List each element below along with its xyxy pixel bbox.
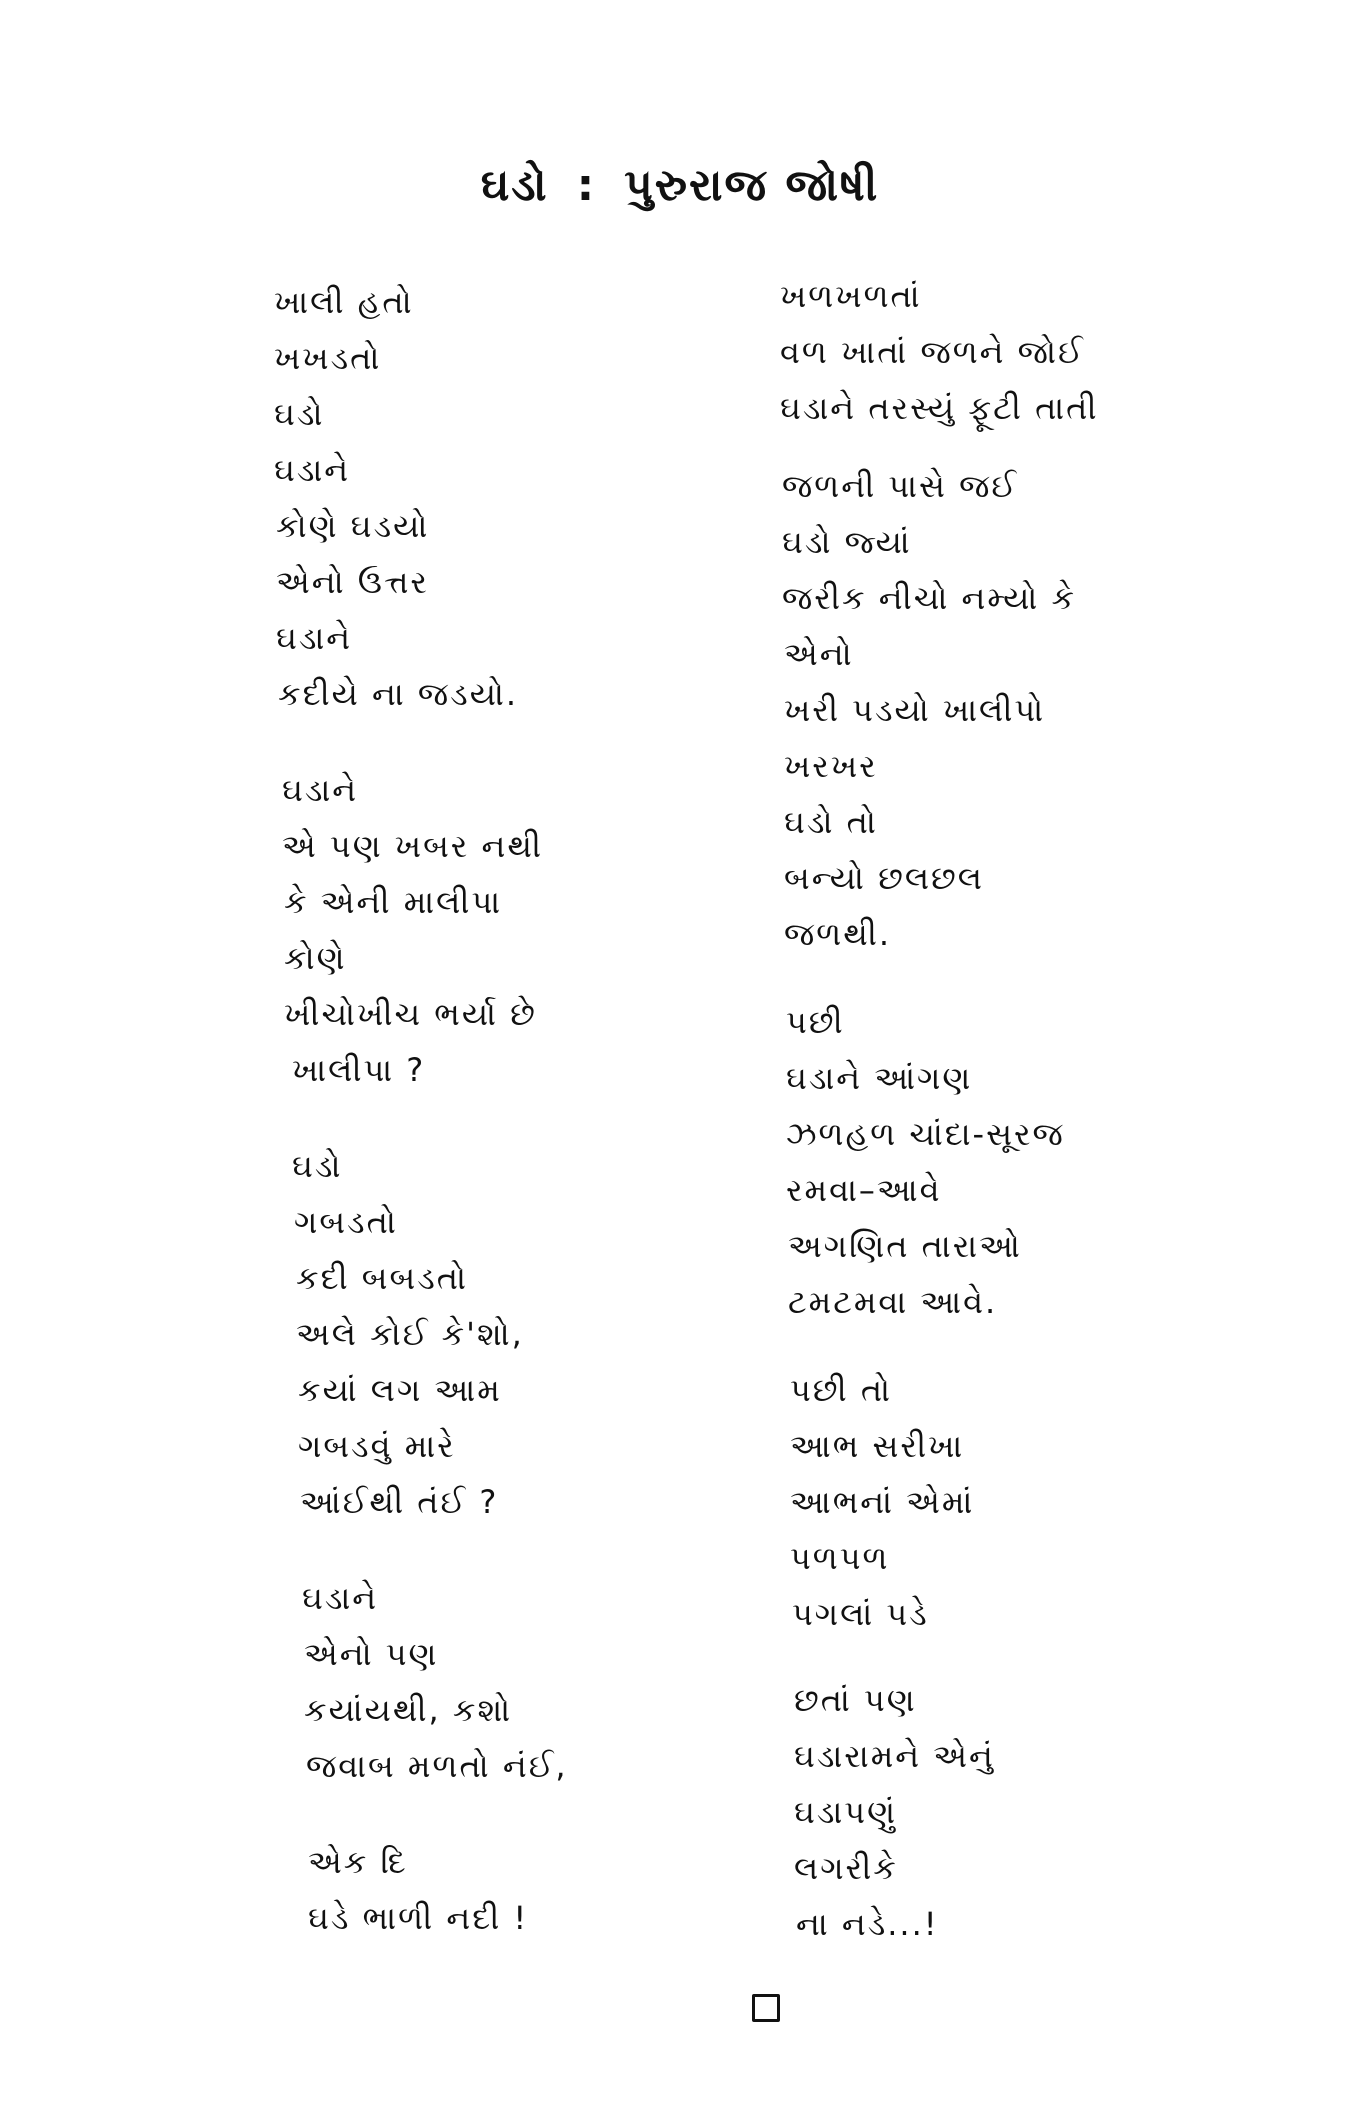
poem-line: ઘડાને	[302, 1579, 379, 1617]
poem-line: એનો ઉત્તર	[276, 563, 429, 601]
poem-line: આભનાં એમાં	[790, 1483, 975, 1521]
poem-line: ઘડાને	[282, 771, 359, 809]
poem-line: કદી બબડતો	[296, 1259, 468, 1297]
poem-line: વળ ખાતાં જળને જોઈ	[780, 333, 1085, 371]
square-end-mark-icon	[752, 1994, 780, 2022]
poem-line: ના નડે...!	[796, 1905, 939, 1943]
poem-line: ઘડો	[274, 395, 325, 433]
poem-line: કદીયે ના જડયો.	[278, 675, 519, 713]
poem-line: ઝળહળ ચાંદા-સૂરજ	[786, 1115, 1065, 1153]
poem-author: પુરુરાજ જોષી	[624, 160, 880, 211]
poem-line: જરીક નીચો નમ્યો કે	[782, 579, 1077, 617]
poem-line: કયાંયથી, કશો	[304, 1691, 513, 1729]
poem-line: અગણિત તારાઓ	[788, 1227, 1022, 1265]
poem-line: પળપળ	[790, 1539, 890, 1577]
poem-title: ઘડો	[480, 160, 549, 211]
poem-line: બન્યો છલછલ	[784, 859, 984, 897]
poem-line: આંઈથી તંઈ ?	[300, 1483, 499, 1521]
title-separator: :	[576, 160, 597, 211]
poem-line: એ પણ ખબર નથી	[282, 827, 544, 865]
poem-line: ખખડતો	[274, 339, 382, 377]
poem-line: ખીચોખીચ ભર્યા છે	[284, 995, 537, 1033]
poem-line: કોણે	[284, 939, 347, 977]
poem-line: કે એની માલીપા	[284, 883, 503, 921]
poem-line: જળથી.	[784, 915, 892, 953]
poem-line: એનો પણ	[304, 1635, 439, 1673]
poem-line: ઘડાને	[274, 451, 351, 489]
poem-line: ખરી પડયો ખાલીપો	[784, 691, 1046, 729]
poem-line: જવાબ મળતો નંઈ,	[306, 1747, 568, 1785]
poem-line: આભ સરીખા	[790, 1427, 965, 1465]
poem-line: અલે કોઈ કે'શો,	[296, 1315, 524, 1353]
poem-line: ઘડો તો	[784, 803, 878, 841]
poem-line: લગરીકે	[794, 1849, 898, 1887]
poem-line: રમવા–આવે	[786, 1171, 942, 1209]
poem-title-line	[0, 160, 1360, 211]
poem-line: છતાં પણ	[794, 1681, 917, 1719]
poem-line: ઘડો	[292, 1147, 343, 1185]
poem-line: ખાલીપા ?	[292, 1051, 426, 1089]
poem-line: ખરખર	[784, 747, 878, 785]
poem-line: ઘડારામને એનું	[794, 1737, 995, 1775]
poem-line: ઘડાને તરસ્યું ફૂટી તાતી	[780, 389, 1099, 427]
poem-line: ઘડો જ્યાં	[782, 523, 912, 561]
poem-line: ખાલી હતો	[274, 283, 414, 321]
poem-line: ખળખળતાં	[780, 277, 922, 315]
poem-line: જળની પાસે જઈ	[782, 467, 1019, 505]
poem-line: ઘડે ભાળી નદી !	[308, 1899, 529, 1937]
poem-line: પગલાં પડે	[792, 1595, 929, 1633]
poem-line: ગબડવું મારે	[298, 1427, 456, 1465]
poem-line: પછી તો	[790, 1371, 893, 1409]
poem-line: કયાં લગ આમ	[298, 1371, 502, 1409]
poem-line: પછી	[786, 1003, 845, 1041]
poem-line: ગબડતો	[294, 1203, 398, 1241]
poem-line: ઘડાને આંગણ	[786, 1059, 973, 1097]
poem-line: કોણે ઘડયો	[276, 507, 430, 545]
poem-line: ઘડાપણું	[794, 1793, 897, 1831]
poem-line: ઘડાને	[276, 619, 353, 657]
poem-line: એનો	[784, 635, 854, 673]
poem-line: એક દિ	[308, 1843, 408, 1881]
poem-line: ટમટમવા આવે.	[788, 1283, 998, 1321]
